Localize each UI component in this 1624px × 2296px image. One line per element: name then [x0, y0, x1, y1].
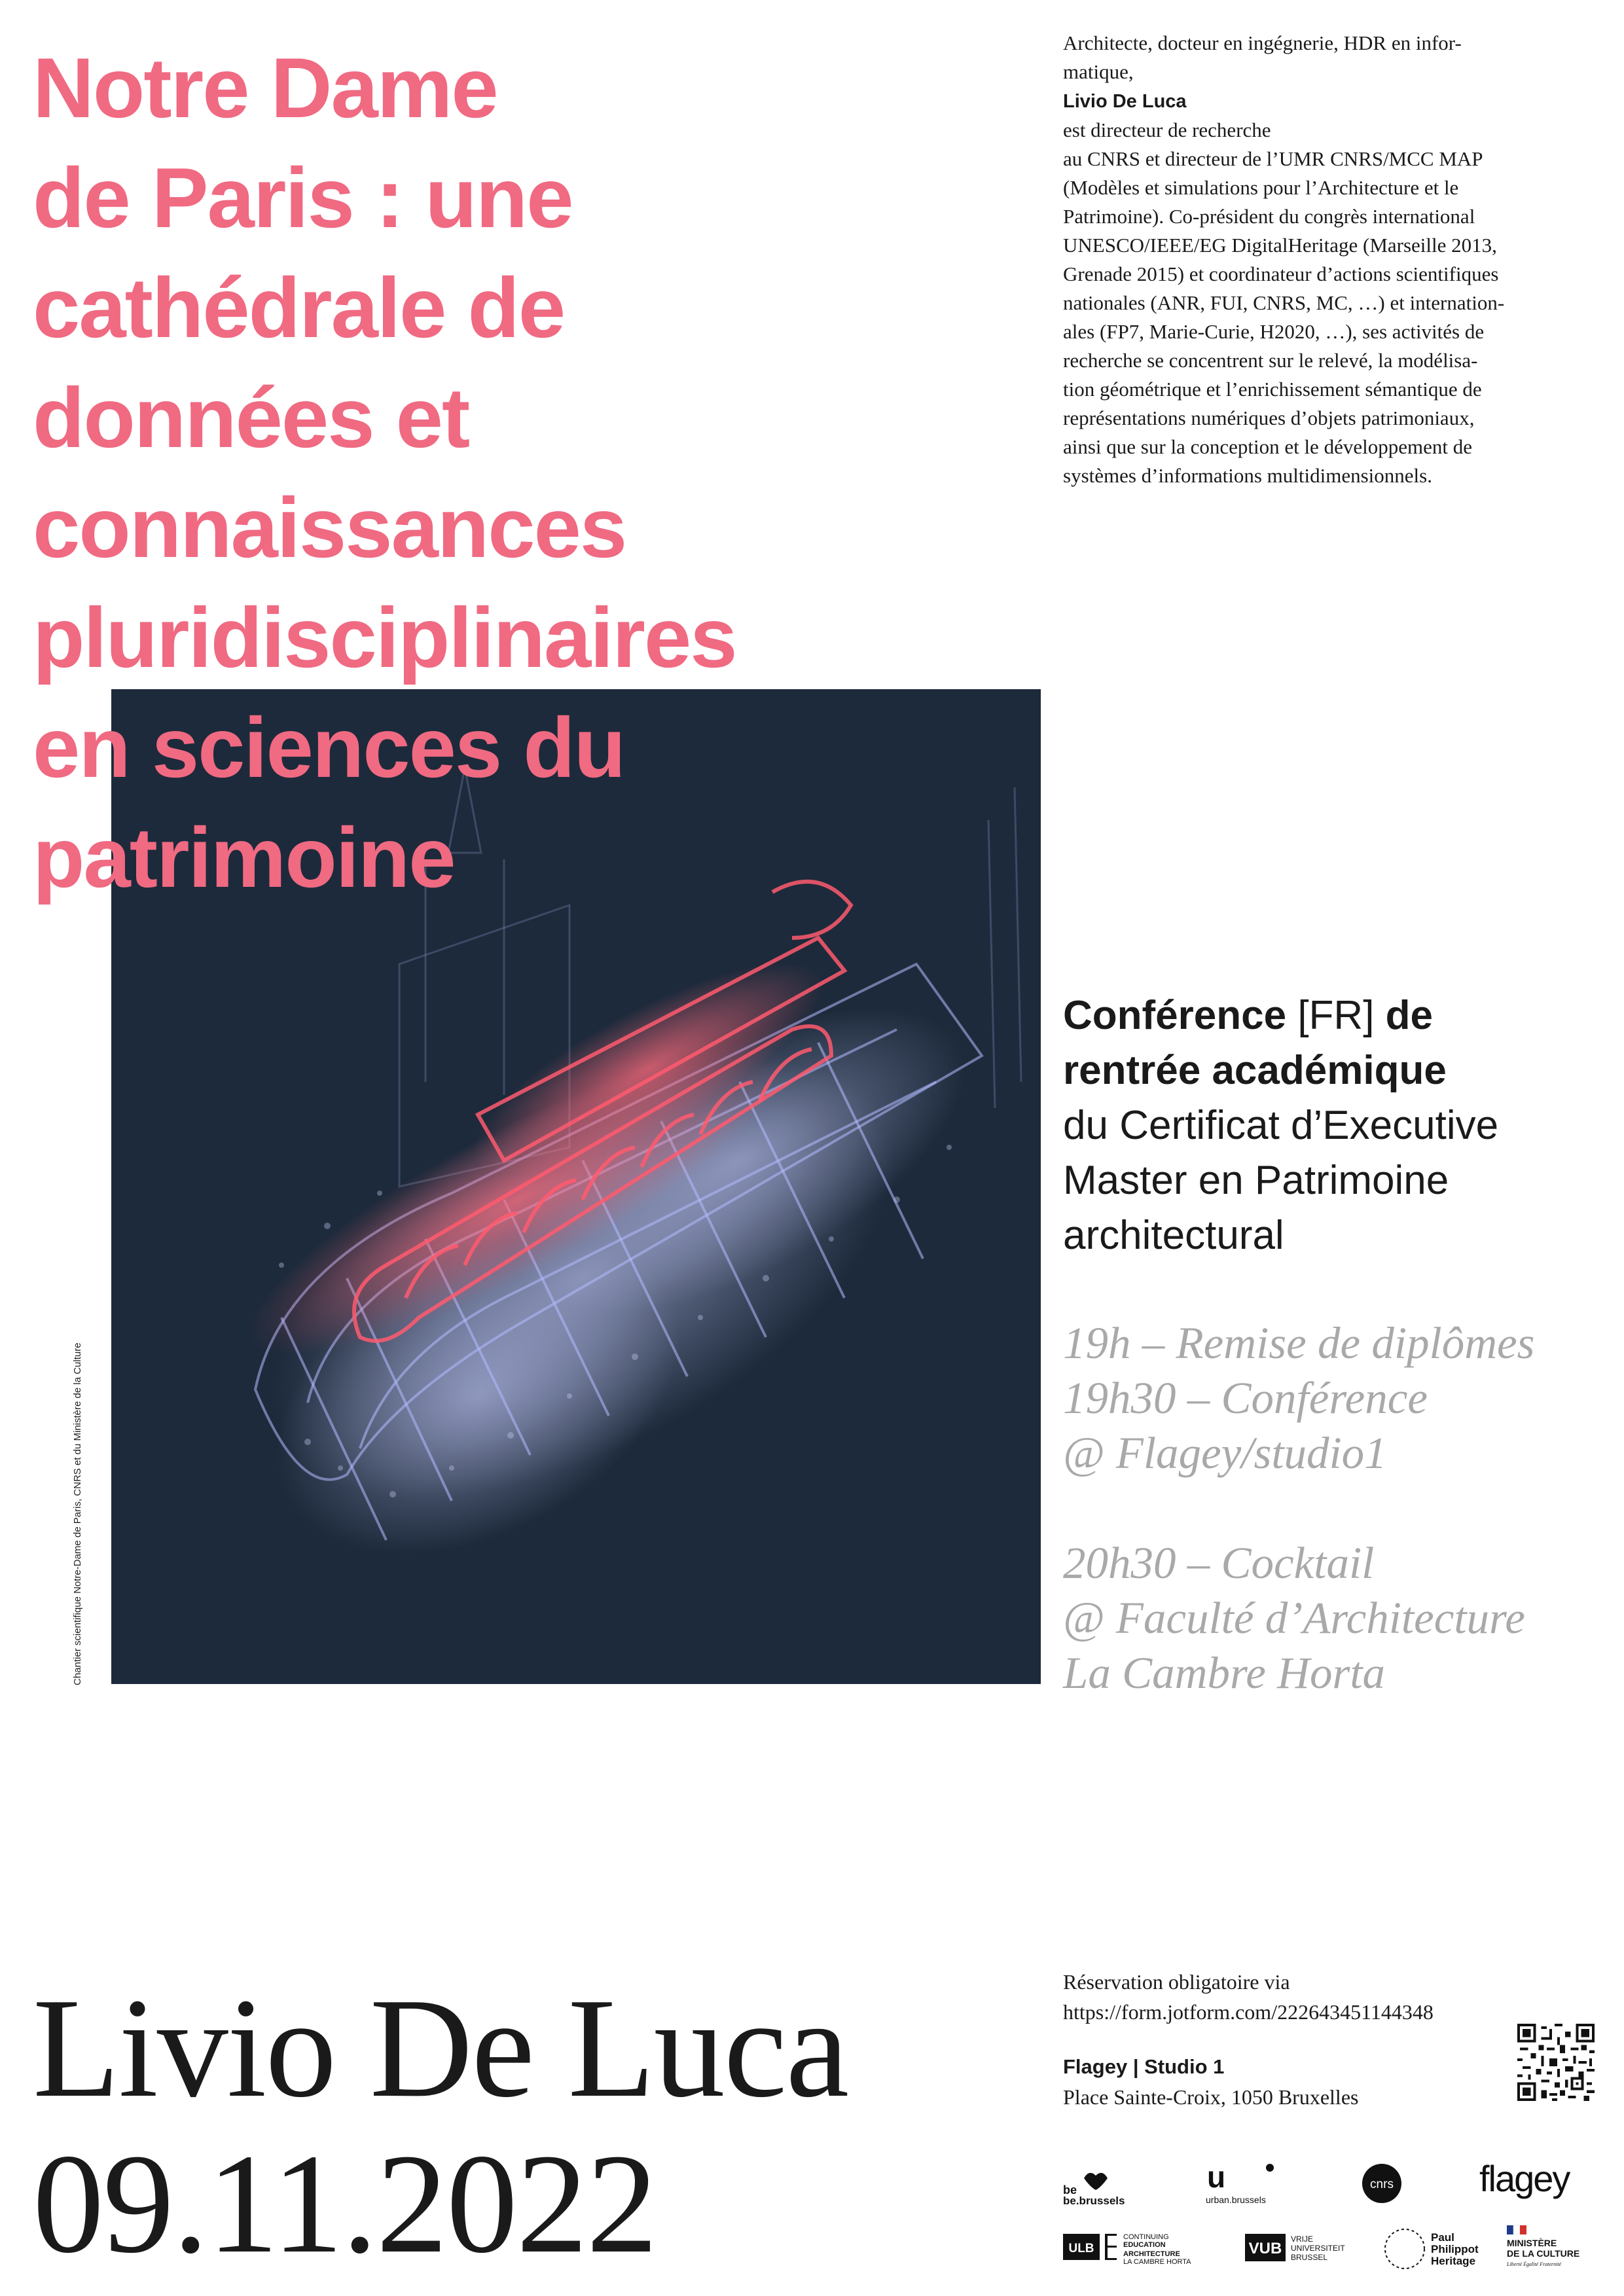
vub-text: VUB — [1248, 2240, 1282, 2257]
vub-logo — [1245, 2229, 1363, 2268]
reservation-link[interactable]: https://form.jotform.com/222643451144348 — [1063, 2000, 1434, 2024]
bio-line: Grenade 2015) et coordinateur d’actions scientifiques — [1063, 262, 1499, 285]
bio-line: recherche se concentrent sur le relevé, la modélisa- — [1063, 349, 1478, 372]
title-line: en sciences du — [33, 700, 625, 795]
ministere-line: DE LA CULTURE — [1507, 2248, 1580, 2259]
conference-description — [1063, 988, 1613, 1263]
conference-word: Conférence — [1063, 993, 1287, 1038]
schedule — [1063, 1316, 1613, 1700]
vub-line: UNIVERSITEIT — [1291, 2244, 1345, 2253]
schedule-item: @ Faculté d’Architecture — [1063, 1593, 1525, 1643]
speaker-bio — [1063, 29, 1606, 490]
title-line: de Paris : une — [33, 150, 573, 245]
bio-text: matique, — [1063, 60, 1134, 83]
reservation-label: Réservation obligatoire via — [1063, 1970, 1290, 1994]
bio-line: Patrimoine). Co-président du congrès international — [1063, 205, 1475, 228]
ministere-line: MINISTÈRE — [1507, 2238, 1557, 2248]
cnrs-logo — [1362, 2163, 1402, 2204]
vub-line: BRUSSEL — [1291, 2253, 1328, 2262]
ulb-line: EDUCATION — [1123, 2241, 1166, 2249]
bio-line: tion géométrique et l’enrichissement sémantique de — [1063, 378, 1482, 401]
paul-line: Philippot — [1431, 2243, 1479, 2255]
flagey-text: flagey — [1479, 2159, 1570, 2199]
bio-line: ainsi que sur la conception et le développement de — [1063, 435, 1472, 458]
venue-address: Place Sainte-Croix, 1050 Bruxelles — [1063, 2085, 1359, 2109]
title-line: Notre Dame — [33, 40, 497, 135]
ministere-culture-logo — [1506, 2224, 1604, 2276]
ulb-line: ARCHITECTURE — [1123, 2250, 1180, 2258]
vub-line: VRIJE — [1291, 2234, 1314, 2244]
title-line: pluridisciplinaires — [33, 590, 736, 685]
title-line: connaissances — [33, 480, 626, 575]
bio-speaker-name: Livio De Luca — [1063, 91, 1187, 112]
title-line: cathédrale de — [33, 260, 565, 355]
speaker-name: Livio De Luca — [33, 1969, 848, 2127]
flagey-logo — [1479, 2159, 1604, 2204]
conference-line — [1063, 988, 1613, 1043]
urban-brussels-logo — [1206, 2160, 1291, 2206]
conference-word: de — [1385, 993, 1434, 1038]
bio-text: est directeur de recherche — [1063, 118, 1271, 141]
ulb-text: ULB — [1068, 2242, 1094, 2255]
schedule-item: 19h30 – Conférence — [1063, 1373, 1428, 1423]
bio-line: UNESCO/IEEE/EG DigitalHeritage (Marseille 2013, — [1063, 234, 1497, 257]
conference-line — [1063, 1043, 1613, 1098]
event-date: 09.11.2022 — [33, 2125, 657, 2283]
conference-line: du Certificat d’Executive — [1063, 1103, 1499, 1148]
ministere-motto: Liberté Égalité Fraternité — [1507, 2261, 1562, 2267]
be-logo-text: be — [1063, 2183, 1077, 2197]
language-tag: [FR] — [1286, 993, 1386, 1038]
schedule-item: La Cambre Horta — [1063, 1648, 1385, 1698]
photo-credit: Chantier scientifique Notre-Dame de Paris, CNRS et du Ministère de la Culture — [72, 1342, 83, 1685]
schedule-item: 19h – Remise de diplômes — [1063, 1318, 1535, 1368]
ulb-line: LA CAMBRE HORTA — [1123, 2258, 1191, 2266]
cnrs-text: cnrs — [1370, 2178, 1394, 2191]
title-line: patrimoine — [33, 810, 455, 905]
bio-line: nationales (ANR, FUI, CNRS, MC, …) et internation- — [1063, 291, 1505, 314]
urban-text: urban.brussels — [1206, 2195, 1266, 2205]
bio-line — [1063, 58, 1606, 145]
bio-line: systèmes d’informations multidimensionnels. — [1063, 464, 1432, 487]
bio-line: représentations numériques d’objets patrimoniaux, — [1063, 406, 1475, 429]
schedule-spacer — [1063, 1480, 1613, 1535]
conference-subtitle: rentrée académique — [1063, 1048, 1447, 1093]
reservation-info — [1063, 1967, 1534, 2027]
bio-line: Architecte, docteur en ingégnerie, HDR en infor- — [1063, 31, 1462, 54]
paul-philippot-heritage-logo — [1382, 2225, 1487, 2272]
paul-line: Heritage — [1431, 2255, 1476, 2267]
ulb-cambre-horta-logo — [1063, 2229, 1233, 2268]
conference-line: Master en Patrimoine — [1063, 1158, 1449, 1203]
venue-info — [1063, 2052, 1534, 2112]
bio-line: (Modèles et simulations pour l’Architecture et le — [1063, 176, 1459, 199]
be-brussels-text: be.brussels — [1063, 2195, 1125, 2206]
bio-line: ales (FP7, Marie-Curie, H2020, …), ses activités de — [1063, 320, 1485, 343]
qr-code[interactable] — [1517, 2024, 1595, 2101]
main-title — [33, 33, 1113, 912]
be-brussels-logo — [1063, 2166, 1135, 2206]
bio-line: au CNRS et directeur de l’UMR CNRS/MCC MAP — [1063, 147, 1483, 170]
urban-mark: u — [1207, 2160, 1226, 2194]
venue-name: Flagey | Studio 1 — [1063, 2055, 1225, 2078]
paul-line: Paul — [1431, 2231, 1454, 2244]
title-line: données et — [33, 370, 469, 465]
schedule-item: @ Flagey/studio1 — [1063, 1428, 1387, 1478]
ulb-line: CONTINUING — [1123, 2233, 1169, 2241]
schedule-item: 20h30 – Cocktail — [1063, 1538, 1375, 1588]
heart-icon — [1084, 2173, 1108, 2190]
conference-line: architectural — [1063, 1213, 1284, 1258]
